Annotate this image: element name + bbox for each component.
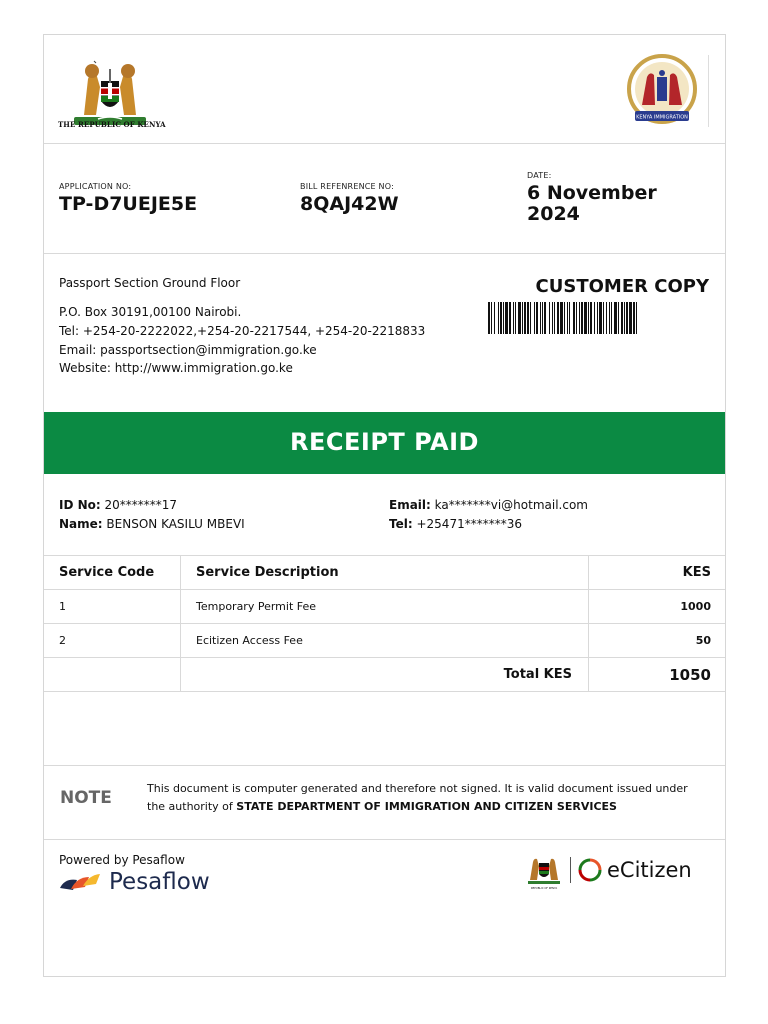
kenya-immigration-logo-icon xyxy=(617,53,707,129)
customer-tel xyxy=(389,517,522,531)
address-website: Website: http://www.immigration.go.ke xyxy=(59,361,293,375)
note-text xyxy=(147,780,707,816)
kenya-coat-of-arms-icon xyxy=(70,57,150,129)
address-line-1: Passport Section Ground Floor xyxy=(59,276,241,290)
note-label: NOTE xyxy=(60,788,112,808)
table-header-row xyxy=(44,556,725,590)
customer-info xyxy=(44,474,725,556)
application-details xyxy=(44,144,725,254)
pesaflow-icon xyxy=(59,872,101,892)
bill-reference-value: 8QAJ42W xyxy=(300,193,399,215)
note-section xyxy=(44,765,725,840)
service-description: Temporary Permit Fee xyxy=(181,590,589,623)
coa-caption: THE REPUBLIC OF KENYA xyxy=(58,120,166,129)
ecitizen-caption: REPUBLIC OF KENYA xyxy=(530,887,558,890)
service-amount: 1000 xyxy=(680,600,711,613)
services-table xyxy=(44,556,725,692)
pesaflow-logo xyxy=(59,869,210,895)
customer-name xyxy=(59,517,245,531)
powered-by-text: Powered by Pesaflow xyxy=(59,853,185,867)
customer-email xyxy=(389,498,588,512)
table-total-row xyxy=(44,658,725,692)
service-description: Ecitizen Access Fee xyxy=(181,624,589,657)
column-header-service-code: Service Code xyxy=(44,556,181,589)
bill-reference-label: BILL REFENRENCE NO: xyxy=(300,182,394,191)
id-label: ID No: xyxy=(59,498,101,512)
customer-id xyxy=(59,498,177,512)
receipt-header xyxy=(44,35,725,144)
name-value: BENSON KASILU MBEVI xyxy=(106,517,245,531)
ecitizen-icon xyxy=(577,857,603,883)
receipt-status-banner xyxy=(44,412,725,474)
bill-reference-block xyxy=(300,182,399,215)
email-label: Email: xyxy=(389,498,431,512)
date-value-line1: 6 November xyxy=(527,182,657,204)
tel-value: +25471*******36 xyxy=(416,517,522,531)
service-amount: 50 xyxy=(695,634,711,647)
address-email: Email: passportsection@immigration.go.ke xyxy=(59,343,317,357)
id-value: 20*******17 xyxy=(104,498,178,512)
ecitizen-divider xyxy=(570,857,571,883)
application-no-value: TP-D7UEJE5E xyxy=(59,193,198,215)
imm-logo-text: KENYA IMMIGRATION xyxy=(636,114,688,121)
name-label: Name: xyxy=(59,517,103,531)
table-row xyxy=(44,590,725,624)
application-no-label: APPLICATION NO: xyxy=(59,182,132,191)
receipt-document xyxy=(43,34,726,977)
total-label: Total KES xyxy=(181,658,589,691)
barcode-icon xyxy=(488,302,698,334)
address-line-2: P.O. Box 30191,00100 Nairobi. xyxy=(59,305,242,319)
application-no-block xyxy=(59,182,197,215)
pesaflow-wordmark: Pesaflow xyxy=(109,869,210,895)
office-address xyxy=(44,254,725,412)
service-code: 1 xyxy=(44,590,181,623)
table-row xyxy=(44,624,725,658)
note-body: This document is computer generated and therefore not signed. It is valid document issued under the authority of xyxy=(147,782,688,813)
column-header-service-description: Service Description xyxy=(181,556,589,589)
kenya-coat-of-arms-small-icon xyxy=(524,850,564,890)
date-label: DATE: xyxy=(527,171,552,180)
total-empty-cell xyxy=(44,658,181,691)
ecitizen-logo xyxy=(524,850,692,890)
ecitizen-wordmark: eCitizen xyxy=(607,858,692,882)
tel-label: Tel: xyxy=(389,517,413,531)
email-value: ka*******vi@hotmail.com xyxy=(434,498,588,512)
receipt-status-text: RECEIPT PAID xyxy=(290,428,479,456)
service-code: 2 xyxy=(44,624,181,657)
note-authority: STATE DEPARTMENT OF IMMIGRATION AND CITIZEN SERVICES xyxy=(236,800,617,813)
customer-copy-label: CUSTOMER COPY xyxy=(535,276,709,297)
date-value-line2: 2024 xyxy=(527,203,580,225)
address-phone: Tel: +254-20-2222022,+254-20-2217544, +254-20-2218833 xyxy=(59,324,426,338)
logo-divider xyxy=(708,55,709,127)
column-header-kes: KES xyxy=(682,565,711,580)
total-value: 1050 xyxy=(669,665,711,684)
date-block xyxy=(527,171,657,224)
